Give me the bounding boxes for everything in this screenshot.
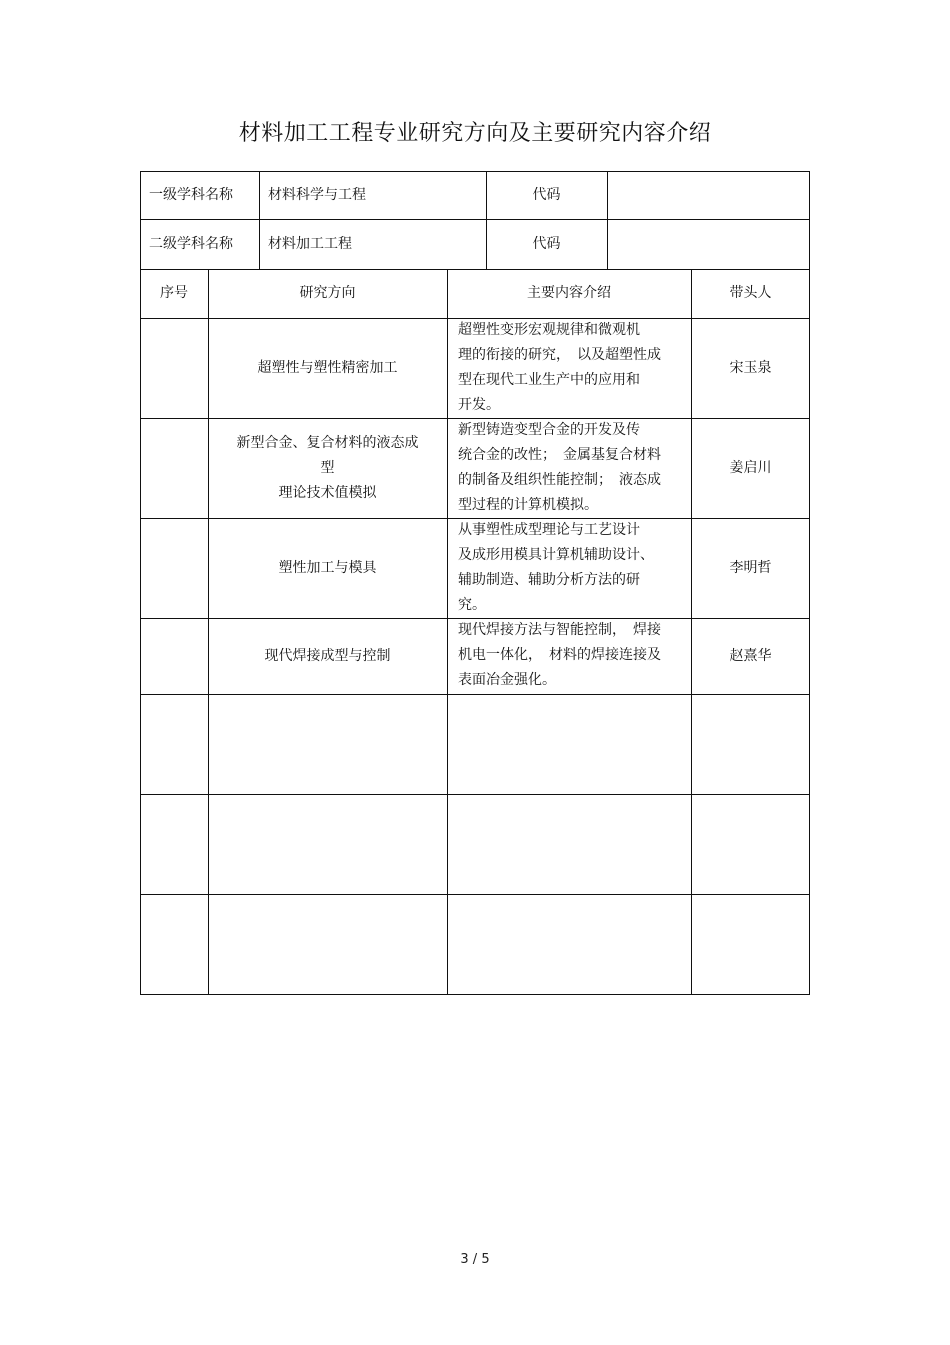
column-header-leader [691,269,810,318]
header-text: 研究方向 [299,285,356,301]
leader-text: 赵熹华 [729,647,772,664]
row-content [458,518,684,618]
row-direction [208,418,447,518]
header-text: 带头人 [729,285,772,301]
row-leader [691,794,810,894]
content-text: 从事塑性成型理论与工艺设计 及成形用模具计算机辅助设计、 辅助制造、辅助分析方法的研 究。 [458,522,654,613]
info-label-text: 二级学科名称 [149,235,233,252]
row-content [458,418,684,518]
leader-text: 宋玉泉 [729,359,772,376]
info-label-discipline-1 [149,171,259,219]
table-col-divider [447,269,448,995]
page-title: 材料加工工程专业研究方向及主要研究内容介绍 [238,121,712,146]
info-label-text: 一级学科名称 [149,186,233,203]
leader-text: 姜启川 [729,459,772,476]
row-leader [691,318,810,418]
row-seq [140,518,208,618]
row-content [458,894,684,994]
row-direction [208,894,447,994]
code-label-text: 代码 [532,186,561,203]
leader-text: 李明哲 [729,559,772,576]
code-label-text: 代码 [532,235,561,252]
info-code-label-1 [486,171,607,219]
info-code-value-2 [607,219,810,269]
info-label-discipline-2 [149,219,259,269]
row-leader [691,694,810,794]
info-value-text: 材料加工工程 [268,235,352,252]
column-header-seq [140,269,208,318]
header-text: 主要内容介绍 [527,285,611,301]
info-code-value-1 [607,171,810,219]
row-seq [140,894,208,994]
page-number: 3 / 5 [460,1252,490,1267]
header-text: 序号 [160,285,188,301]
content-text: 新型铸造变型合金的开发及传 统合金的改性； 金属基复合材料 的制备及组织性能控制； 液态成 型过程的计算机模拟。 [458,422,661,513]
row-content [458,694,684,794]
info-value-discipline-2 [268,219,486,269]
row-direction [208,618,447,694]
row-direction [208,518,447,618]
content-text: 超塑性变形宏观规律和微观机 理的衔接的研究， 以及超塑性成 型在现代工业生产中的应用和 开发。 [458,322,661,413]
row-content [458,318,684,418]
row-seq [140,318,208,418]
row-leader [691,518,810,618]
row-leader [691,618,810,694]
row-seq [140,794,208,894]
info-value-text: 材料科学与工程 [268,186,366,203]
content-text: 现代焊接方法与智能控制， 焊接 机电一体化， 材料的焊接连接及 表面冶金强化。 [458,622,661,688]
row-content [458,794,684,894]
direction-text: 超塑性与塑性精密加工 [257,359,398,376]
info-code-label-2 [486,219,607,269]
direction-text: 新型合金、复合材料的液态成 型 理论技术值模拟 [236,434,419,501]
row-seq [140,418,208,518]
row-direction [208,794,447,894]
column-header-content [447,269,691,318]
row-direction [208,694,447,794]
direction-text: 现代焊接成型与控制 [264,647,391,664]
info-col-divider [259,171,260,270]
row-leader [691,894,810,994]
row-direction [208,318,447,418]
row-leader [691,418,810,518]
info-value-discipline-1 [268,171,486,219]
row-content [458,618,684,694]
direction-text: 塑性加工与模具 [278,559,377,576]
row-seq [140,618,208,694]
row-seq [140,694,208,794]
column-header-direction [208,269,447,318]
